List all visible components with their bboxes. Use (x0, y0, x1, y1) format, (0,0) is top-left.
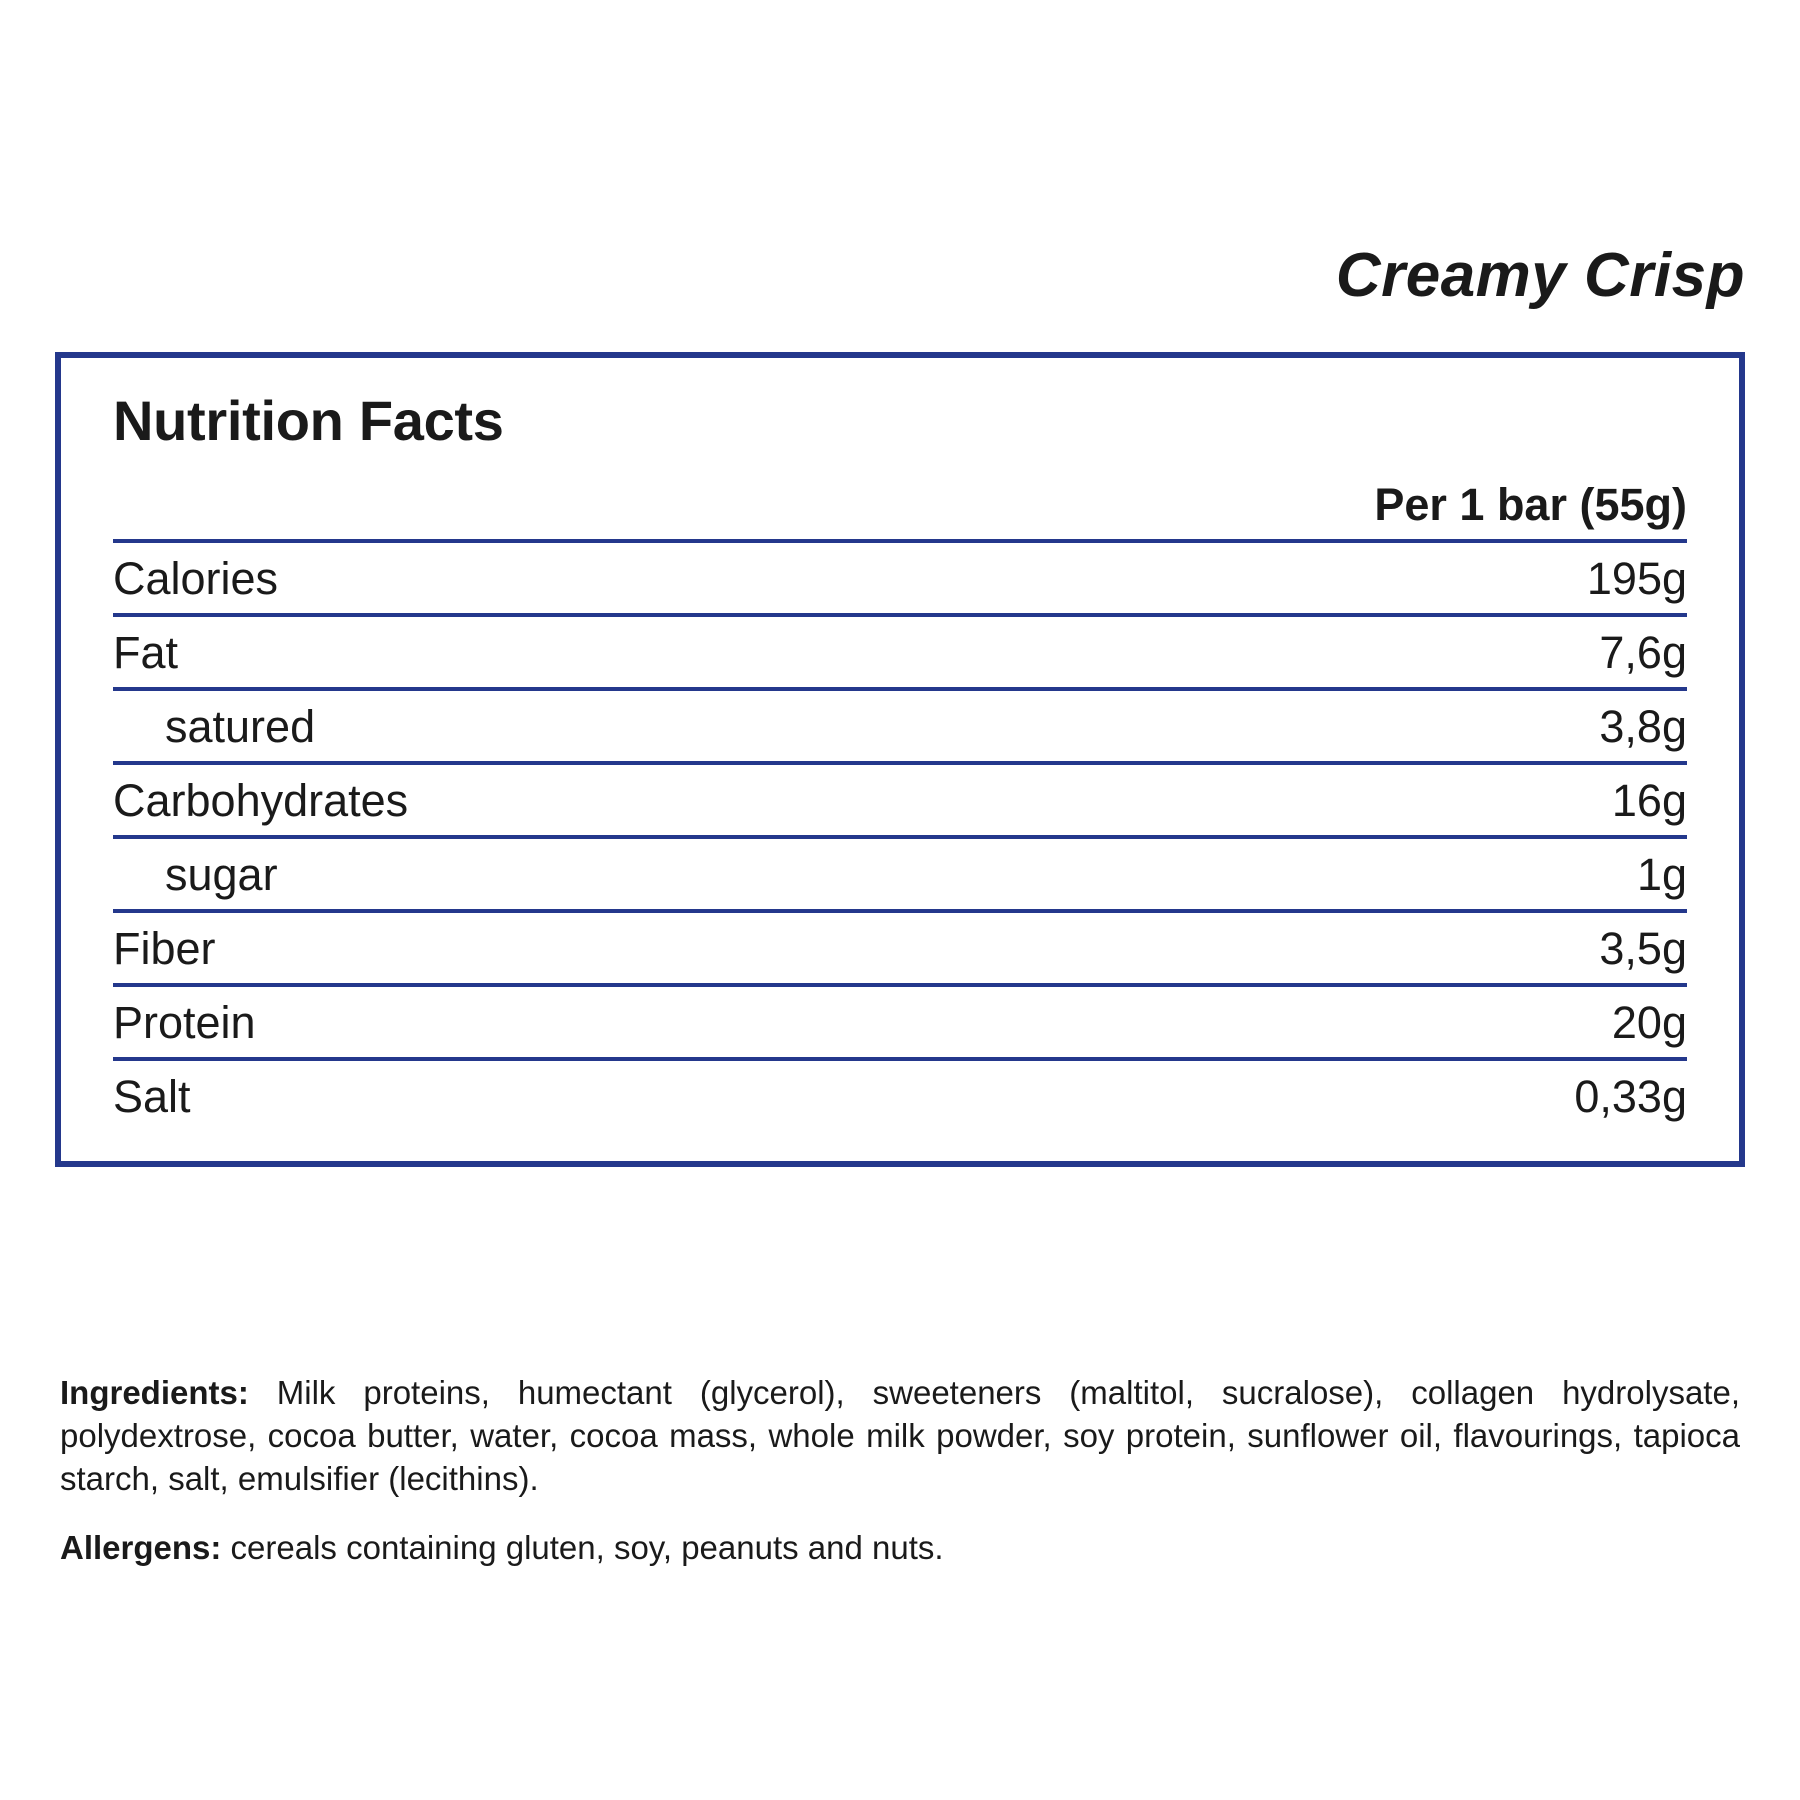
ingredients-label: Ingredients: (60, 1374, 249, 1411)
nutrient-label: satured (165, 700, 316, 752)
nutrient-label: Protein (113, 996, 256, 1048)
nutrient-label: sugar (165, 848, 278, 900)
product-name: Creamy Crisp (1335, 241, 1745, 310)
panel-title: Nutrition Facts (113, 389, 504, 452)
ingredients-text: Milk proteins, humectant (glycerol), sweeteners (maltitol, sucralose), collagen hydrolysate, polydextrose, cocoa butter, water, cocoa mass, whole milk powder, soy protein, sunflower oil, flavourings, tapioca starch, salt, emulsifier (lecithins). (60, 1374, 1740, 1497)
allergens-label: Allergens: (60, 1528, 222, 1566)
nutrient-label: Carbohydrates (113, 774, 409, 826)
nutrient-value: 16g (1611, 774, 1687, 826)
nutrient-label: Salt (113, 1070, 191, 1122)
nutrient-value: 20g (1611, 996, 1687, 1048)
table-row (113, 615, 1687, 689)
table-row (113, 985, 1687, 1059)
serving-size: Per 1 bar (55g) (1374, 478, 1687, 530)
table-row (113, 689, 1687, 763)
table-row (113, 541, 1687, 615)
table-row (113, 911, 1687, 985)
nutrient-value: 7,6g (1599, 626, 1687, 678)
nutrient-label: Fiber (113, 922, 216, 974)
footer-text (60, 1372, 1740, 1570)
nutrient-value: 0,33g (1574, 1070, 1687, 1122)
nutrition-facts-panel (55, 352, 1745, 1167)
table-row (113, 837, 1687, 911)
nutrient-value: 3,8g (1599, 700, 1687, 752)
allergens-text: cereals containing gluten, soy, peanuts and nuts. (221, 1528, 944, 1566)
table-row (113, 1059, 1687, 1131)
nutrient-value: 1g (1636, 848, 1687, 900)
nutrient-value: 3,5g (1599, 922, 1687, 974)
nutrient-label: Fat (113, 626, 179, 678)
nutrient-label: Calories (113, 552, 279, 604)
allergens-paragraph (60, 1527, 1740, 1570)
nutrient-table (113, 539, 1687, 1131)
nutrient-value: 195g (1586, 552, 1687, 604)
ingredients-paragraph (60, 1372, 1740, 1501)
table-row (113, 763, 1687, 837)
